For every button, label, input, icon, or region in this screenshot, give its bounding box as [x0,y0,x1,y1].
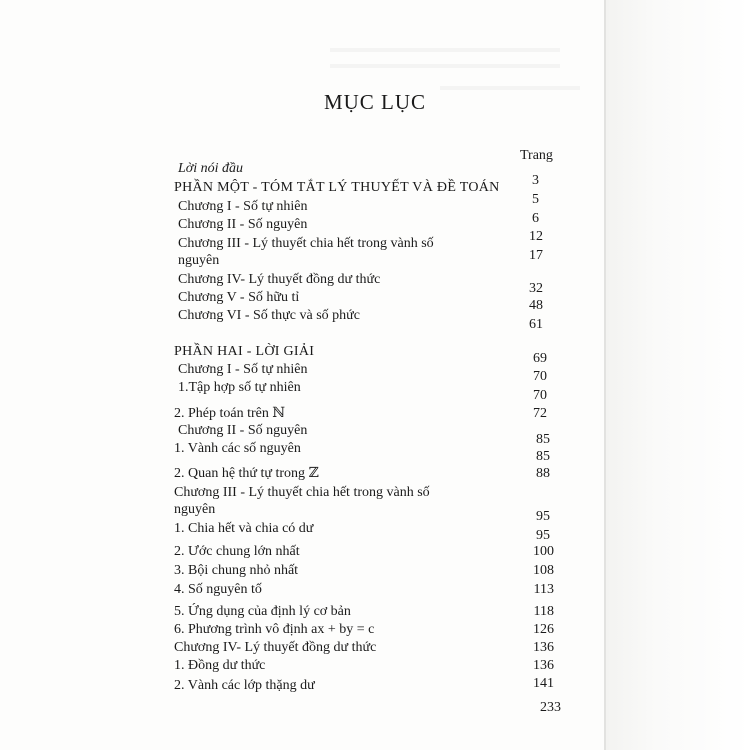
toc-entry: 2. Phép toán trên ℕ [174,406,286,421]
toc-page-number: 95 [536,528,550,543]
toc-page-number: 61 [529,317,543,332]
toc-page-number: 70 [533,369,547,384]
toc-entry: 2. Ước chung lớn nhất [174,544,300,559]
toc-entry: Chương I - Số tự nhiên [178,362,308,377]
toc-page-number: 126 [533,622,554,637]
toc-entry: 1.Tập hợp số tự nhiên [178,380,301,395]
toc-entry: nguyên [178,253,220,268]
toc-entry: Chương VI - Số thực và số phức [178,308,360,323]
toc-entry: Chương II - Số nguyên [178,217,308,232]
toc-entry: 4. Số nguyên tố [174,582,262,597]
toc-page-number: 6 [532,211,539,226]
toc-entry: Chương II - Số nguyên [178,423,308,438]
toc-entry: 2. Quan hệ thứ tự trong ℤ [174,466,319,481]
page-number: 233 [540,700,561,715]
toc-entry: 2. Vành các lớp thặng dư [174,678,315,693]
toc-page-number: 17 [529,248,543,263]
bleed-through-mark [330,48,560,52]
toc-page-number: 85 [536,449,550,464]
toc-page-number: 118 [533,604,554,619]
toc-entry: Chương V - Số hữu tỉ [178,290,300,305]
toc-entry: 1. Đồng dư thức [174,658,266,673]
toc-page-number: 95 [536,509,550,524]
toc-page-number: 100 [533,544,554,559]
toc-page-number: 85 [536,432,550,447]
toc-page-number: 70 [533,388,547,403]
toc-page-number: 72 [533,406,547,421]
toc-page-number: 108 [533,563,554,578]
toc-entry: Lời nói đầu [178,161,244,176]
toc-page-number: 48 [529,298,543,313]
toc-page-number: 141 [533,676,554,691]
bleed-through-mark [330,64,560,68]
toc-entry: 1. Chia hết và chia có dư [174,521,314,536]
page-column-header: Trang [520,148,553,163]
toc-entry: Chương IV- Lý thuyết đồng dư thức [174,640,377,655]
toc-entry: Chương I - Số tự nhiên [178,199,308,214]
toc-page-number: 113 [533,582,554,597]
toc-entry: Chương III - Lý thuyết chia hết trong vành số [178,236,434,251]
toc-entry: nguyên [174,502,216,517]
toc-entry: 3. Bội chung nhỏ nhất [174,563,299,578]
toc-entry: 6. Phương trình vô định ax + by = c [174,622,375,637]
toc-entry: PHẦN HAI - LỜI GIẢI [174,344,315,359]
toc-page-number: 88 [536,466,550,481]
toc-entry: 1. Vành các số nguyên [174,441,301,456]
toc-page-number: 136 [533,640,554,655]
toc-page-number: 32 [529,281,543,296]
toc-page-number: 69 [533,351,547,366]
page-title: MỤC LỤC [323,90,427,114]
toc-entry: Chương IV- Lý thuyết đồng dư thức [178,272,381,287]
toc-page-number: 3 [532,173,539,188]
toc-page-number: 136 [533,658,554,673]
toc-page-number: 5 [532,192,539,207]
toc-entry: 5. Ứng dụng của định lý cơ bản [174,604,351,619]
toc-entry: Chương III - Lý thuyết chia hết trong vành số [174,485,430,500]
toc-page-number: 12 [529,229,543,244]
toc-entry: PHẦN MỘT - TÓM TẮT LÝ THUYẾT VÀ ĐỀ TOÁN [174,180,500,195]
